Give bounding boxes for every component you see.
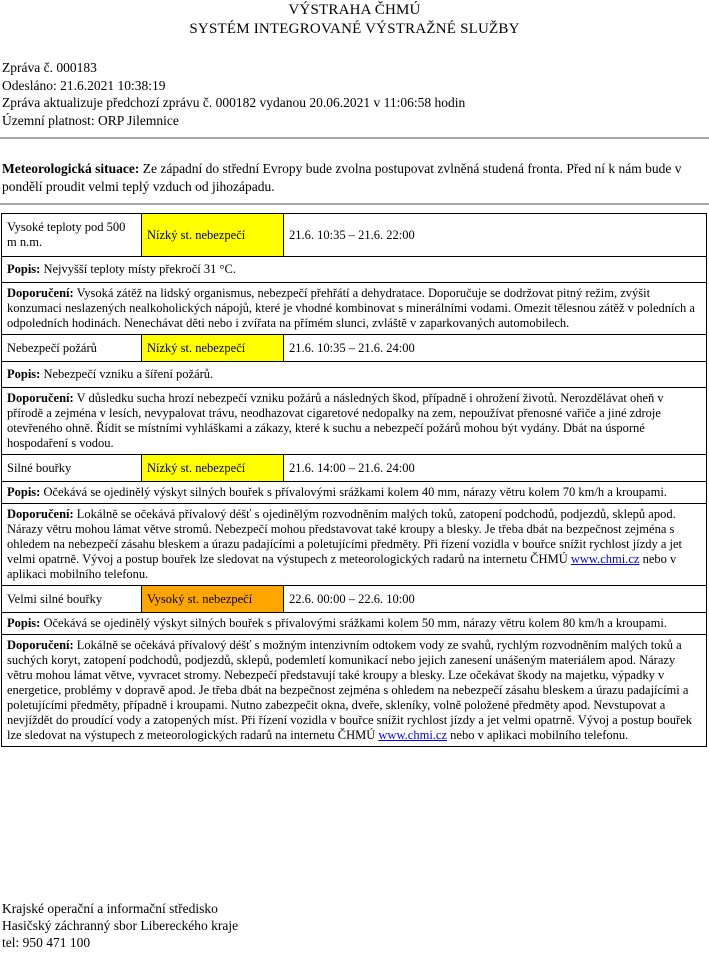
footer-organization: Hasičský záchranný sbor Libereckého kraje	[2, 918, 239, 933]
warnings-table	[1, 213, 707, 747]
popis-label: Popis:	[7, 262, 41, 276]
warning-time: 21.6. 10:35 – 21.6. 24:00	[284, 335, 707, 362]
warning-level-badge: Nízký st. nebezpečí	[142, 455, 284, 482]
warning-recommendation	[2, 283, 707, 335]
popis-label: Popis:	[7, 485, 41, 499]
warning-recommendation-row	[2, 388, 707, 455]
popis-text: Očekává se ojedinělý výskyt silných bouřek s přívalovými srážkami kolem 40 mm, nárazy větru kolem 70 km/h a kroupami.	[40, 485, 667, 499]
warning-header-row	[2, 335, 707, 362]
doporuceni-tail: nebo v aplikaci mobilního telefonu.	[447, 728, 629, 742]
warning-description-row	[2, 257, 707, 283]
territorial-validity: Územní platnost: ORP Jilemnice	[2, 112, 179, 128]
situation-text: Ze západní do střední Evropy bude zvolna postupovat zvlněná studená fronta. Před ní k nám bude v pondělí proudit velmi teplý vzduch od jihozápadu.	[2, 161, 682, 194]
doporuceni-text: Lokálně se očekává přívalový déšť s možným intenzivním odtokem vody ze svahů, rychlým rozvodněním malých toků a suchých koryt, zatopení podchodů, podjezdů, sklepů, podemletí komunikací nebo jejich zanesení unášeným materiálem apod. Nárazy větru mohou lámat větve, vyvracet stromy. Nebezpečí představují také kroupy a blesky. Lze očekávat škody na majetku, výpadky v energetice, problémy v dopravě apod. Je třeba dbát na bezpečnost zejména s ohledem na nebezpečí zásahu bleskem a úrazu padajícími a poletujícími předměty, případně i kroupami. Nutno zabezpečit okna, dveře, skleníky, volně položené předměty apod. Nevstupovat a nevjíždět do proudící vody a zatopených míst. Při řízení vozidla v bouřce snížit rychlost jízdy a jet velmi opatrně. Vývoj a postup bouřek lze sledovat na výstupech z meteorologických radarů na internetu ČHMÚ	[7, 638, 693, 742]
warning-description-row	[2, 482, 707, 504]
chmi-website-link[interactable]: www.chmi.cz	[378, 728, 448, 742]
warning-time: 21.6. 14:00 – 21.6. 24:00	[284, 455, 707, 482]
doporuceni-label: Doporučení:	[7, 507, 74, 521]
situation-label: Meteorologická situace:	[2, 161, 140, 176]
warning-header-row	[2, 214, 707, 257]
popis-label: Popis:	[7, 616, 41, 630]
doporuceni-tail: nebo v aplikaci mobilního telefonu.	[7, 552, 677, 581]
warning-description	[2, 362, 707, 388]
footer-contact	[2, 900, 238, 951]
warning-level-badge: Nízký st. nebezpečí	[142, 214, 284, 257]
message-meta	[2, 59, 465, 129]
document-title: VÝSTRAHA ČHMÚ	[288, 2, 421, 18]
popis-label: Popis:	[7, 367, 41, 381]
warning-recommendation-row	[2, 283, 707, 335]
footer-center: Krajské operační a informační středisko	[2, 901, 218, 916]
doporuceni-text: Lokálně se očekává přívalový déšť s ojedinělým rozvodněním malých toků, zatopení podchodů, podjezdů, sklepů apod. Nárazy větru mohou lámat větve stromů. Nebezpečí mohou představovat také kroupy a blesky. Je třeba dbát na bezpečnost zejména s ohledem na nebezpečí zásahu bleskem a úrazu padajícími a poletujícími předměty. Při řízení vozidla v bouřce snížit rychlost jízdy a jet velmi opatrně. Vývoj a postup bouřek lze sledovat na výstupech z meteorologických radarů na internetu ČHMÚ	[7, 507, 682, 566]
doporuceni-label: Doporučení:	[7, 638, 74, 652]
divider	[0, 137, 709, 139]
sent-timestamp: Odesláno: 21.6.2021 10:38:19	[2, 77, 166, 93]
chmi-website-link[interactable]: www.chmi.cz	[570, 552, 640, 566]
warning-header-row	[2, 586, 707, 613]
popis-text: Nejvyšší teploty místy překročí 31 °C.	[40, 262, 236, 276]
warning-name: Silné bouřky	[2, 455, 142, 482]
warning-time: 22.6. 00:00 – 22.6. 10:00	[284, 586, 707, 613]
document-subtitle: SYSTÉM INTEGROVANÉ VÝSTRAŽNÉ SLUŽBY	[189, 21, 520, 37]
doporuceni-label: Doporučení:	[7, 286, 74, 300]
doporuceni-text: V důsledku sucha hrozí nebezpečí vzniku požárů a následných škod, případně i ohrožení životů. Nerozdělávat oheň v přírodě a zejména v lesích, nevypalovat trávu, neodhazovat cigaretové nedopalky na zem, nepoužívat přenosné vařiče a jiné zdroje otevřeného ohně. Řídit se místními vyhláškami a zákazy, které k suchu a nebezpečí požárů mohou být vydány. Dbát na úsporné hospodaření s vodou.	[7, 391, 664, 450]
popis-text: Očekává se ojedinělý výskyt silných bouřek s přívalovými srážkami kolem 50 mm, nárazy větru kolem 80 km/h a kroupami.	[40, 616, 667, 630]
warning-name: Velmi silné bouřky	[2, 586, 142, 613]
warning-description	[2, 613, 707, 635]
footer-phone: tel: 950 471 100	[2, 935, 91, 950]
warning-header-row	[2, 455, 707, 482]
warning-level-badge: Nízký st. nebezpečí	[142, 335, 284, 362]
warning-recommendation	[2, 635, 707, 747]
warning-recommendation	[2, 504, 707, 586]
warning-level-badge: Vysoký st. nebezpečí	[142, 586, 284, 613]
warning-name: Vysoké teploty pod 500 m n.m.	[2, 214, 142, 257]
warning-recommendation	[2, 388, 707, 455]
update-note: Zpráva aktualizuje předchozí zprávu č. 000182 vydanou 20.06.2021 v 11:06:58 hodin	[2, 95, 466, 110]
doporuceni-label: Doporučení:	[7, 391, 74, 405]
warning-name: Nebezpečí požárů	[2, 335, 142, 362]
warning-recommendation-row	[2, 635, 707, 747]
doporuceni-text: Vysoká zátěž na lidský organismus, nebezpečí přehřátí a dehydratace. Doporučuje se dodržovat pitný režim, zvýšit konzumaci neslazených nealkoholických nápojů, které je vhodné kombinovat s minerálními vodami. Omezit tělesnou zátěž v poledních a odpoledních hodinách. Nenechávat děti nebo i zvířata na přímém slunci, zvláště v zaparkovaných automobilech.	[7, 286, 695, 330]
warning-description	[2, 482, 707, 504]
warning-description	[2, 257, 707, 283]
divider	[0, 203, 709, 205]
popis-text: Nebezpečí vzniku a šíření požárů.	[40, 367, 214, 381]
message-number: Zpráva č. 000183	[2, 60, 97, 75]
meteorological-situation	[2, 160, 692, 196]
warning-description-row	[2, 362, 707, 388]
warning-time: 21.6. 10:35 – 21.6. 22:00	[284, 214, 707, 257]
warning-description-row	[2, 613, 707, 635]
warning-recommendation-row	[2, 504, 707, 586]
